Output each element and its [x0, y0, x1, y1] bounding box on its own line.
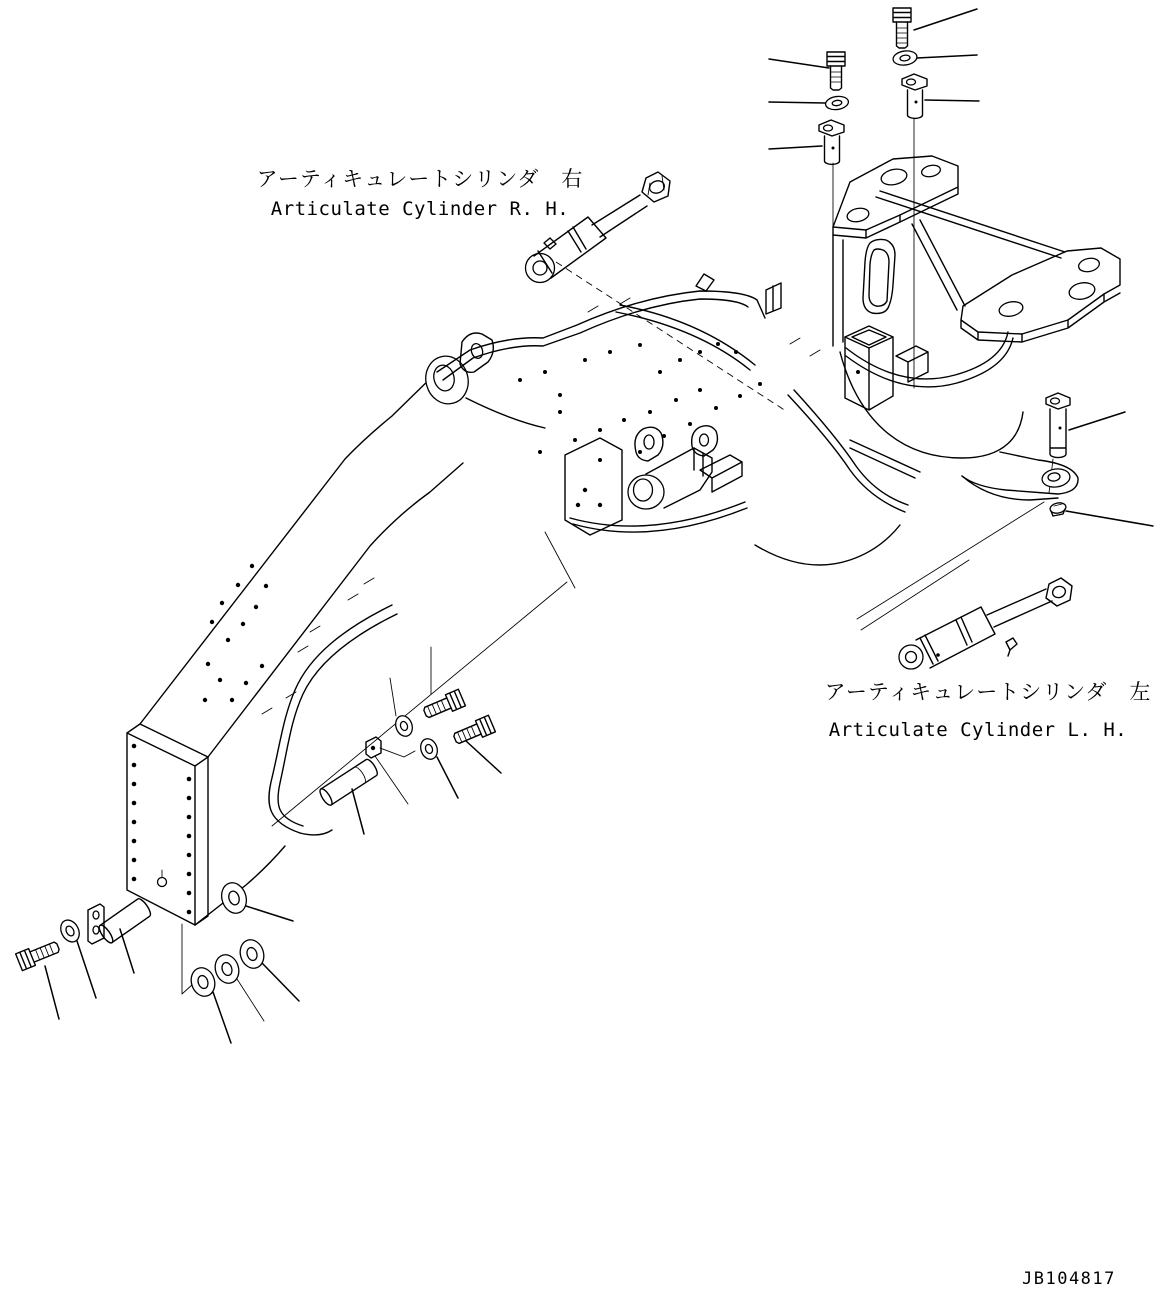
leader-lines [45, 9, 1153, 1043]
pin-bottom-left [97, 897, 153, 945]
articulate-cylinder-lh [899, 578, 1072, 669]
label-cylinder-rh-jp: アーティキュレートシリンダ 右 [256, 167, 584, 191]
mount-bolt-top-right [893, 8, 911, 48]
label-cylinder-rh-en: Articulate Cylinder R. H. [270, 198, 570, 220]
washer-centre-1 [393, 713, 415, 738]
washer-bottom-left [57, 917, 83, 945]
label-cylinder-lh-jp: アーティキュレートシリンダ 左 [824, 680, 1152, 704]
frame-witness-line [272, 582, 567, 826]
washer-trio-middle [212, 952, 243, 987]
frame-top-deck [437, 274, 820, 462]
mount-washer-top-left [825, 95, 850, 111]
mount-pin-top-right [902, 74, 927, 118]
bolt-bottom-left [16, 938, 62, 970]
washer-trio-right [237, 937, 268, 972]
plug-right [1049, 501, 1067, 516]
frame-hinge-boss-left [421, 333, 545, 428]
frame-end-plate [127, 724, 208, 925]
label-cylinder-lh-en: Articulate Cylinder L. H. [828, 719, 1128, 741]
mount-bolt-top-left [827, 52, 845, 90]
bolt-centre-2 [452, 715, 496, 747]
mount-pin-top-left [819, 120, 844, 164]
pivot-pin-right [1046, 393, 1070, 458]
spacer-block-centre [366, 737, 381, 758]
bolt-centre-1 [422, 689, 466, 721]
frame-lower-pivot-boss [565, 390, 908, 565]
drawing-number: JB104817 [1022, 1269, 1116, 1289]
pin-centre-left [318, 758, 380, 807]
mount-washer-top-right [892, 49, 918, 66]
frame-front-beam [140, 372, 463, 925]
cylinder-rh-axis-line [556, 262, 786, 411]
frame-weldment [127, 156, 1120, 925]
frame-rear-tower [833, 156, 1120, 500]
